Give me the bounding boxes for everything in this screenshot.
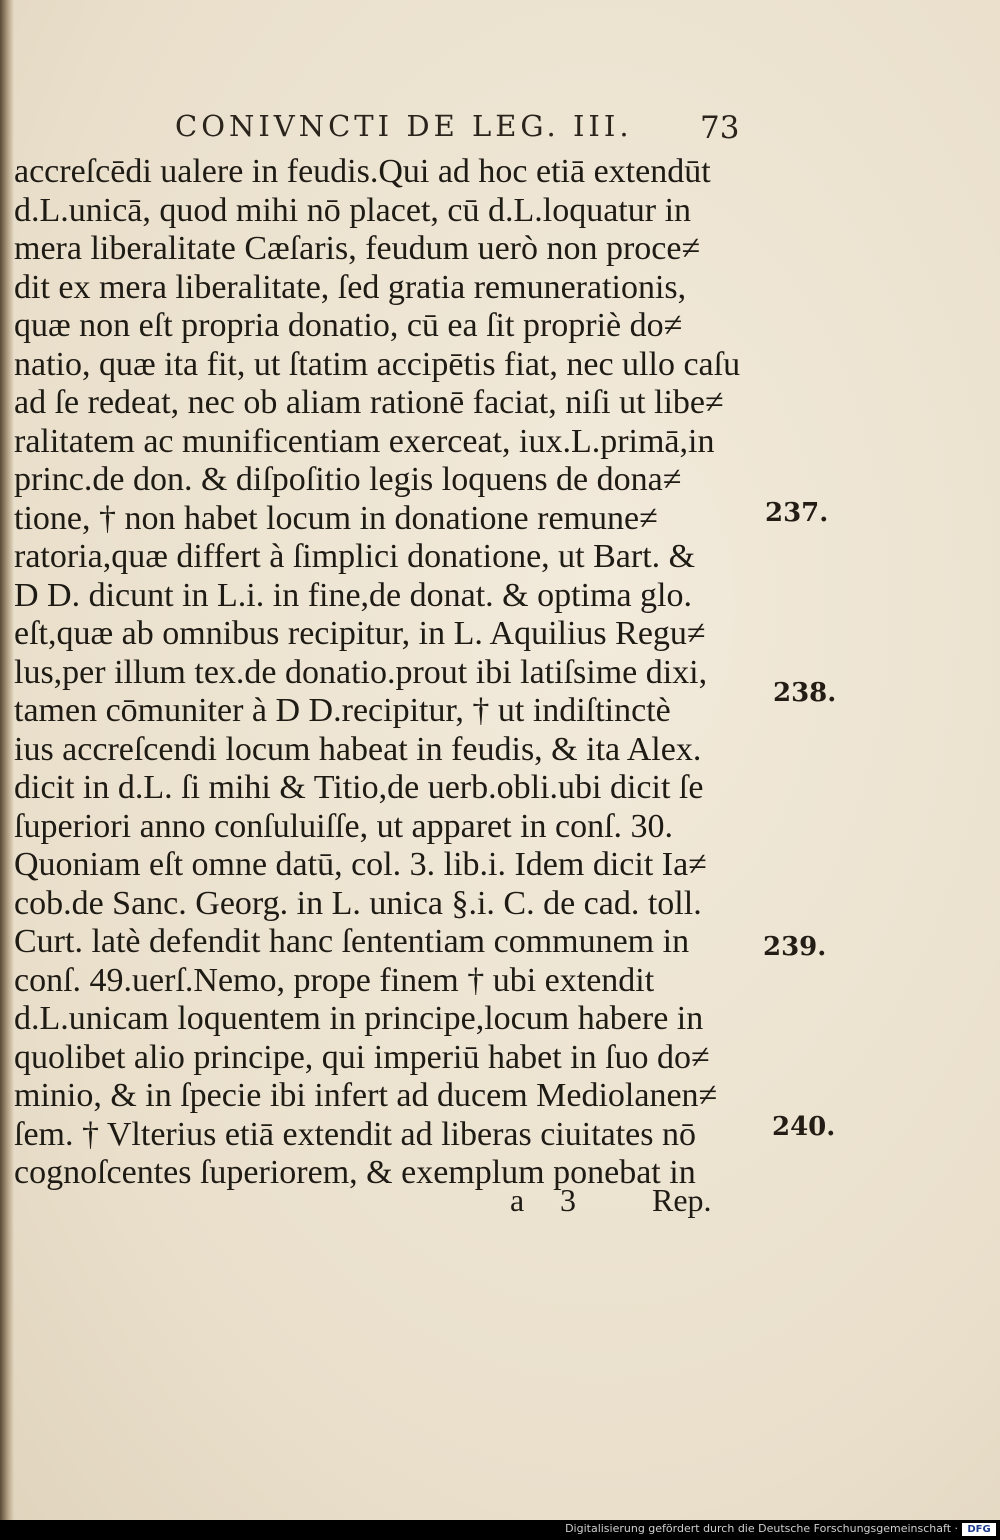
margin-note-238: 238. [773,678,837,708]
text-line: tione, † non habet locum in donatione remune≠ [14,499,658,537]
text-line: ſuperiori anno conſuluiſſe, ut apparet in conſ. 30. [14,807,674,845]
catchword: Rep. [652,1182,712,1218]
text-line: ſem. † Vlterius etiā extendit ad liberas ciuitates nō [14,1115,697,1153]
text-line: ad ſe redeat, nec ob aliam rationē faciat, niſi ut libe≠ [14,384,724,421]
signature-number: 3 [560,1182,576,1218]
text-line: tamen cōmuniter à D D.recipitur, † ut indiſtinctè [14,692,671,729]
text-line: quæ non eſt propria donatio, cū ea ſit propriè do≠ [14,307,683,344]
signature-mark: a [510,1182,525,1218]
text-line: minio, & in ſpecie ibi infert ad ducem Mediolanen≠ [14,1077,718,1114]
margin-note-240: 240. [772,1112,836,1142]
running-title: CONIVNCTI DE LEG. III. [175,109,633,143]
text-line: natio, quæ ita fit, ut ſtatim accipētis fiat, nec ullo caſu [14,345,741,383]
margin-note-239: 239. [763,932,827,962]
text-line: cob.de Sanc. Georg. in L. unica §.i. C. de cad. toll. [14,884,702,922]
funding-credit: Digitalisierung gefördert durch die Deutsche Forschungsgemeinschaft · [565,1522,958,1535]
text-line: ius accreſcendi locum habeat in feudis, & ita Alex. [14,730,702,768]
text-line: Quoniam eſt omne datū, col. 3. lib.i. Idem dicit Ia≠ [14,846,707,883]
text-line: dicit in d.L. ſi mihi & Titio,de uerb.obli.ubi dicit ſe [14,769,704,806]
page-gutter-shadow [0,0,14,1520]
page-number: 73 [700,110,740,146]
text-line: d.L.unicam loquentem in principe,locum habere in [14,1000,704,1037]
text-line: ratoria,quæ differt à ſimplici donatione, ut Bart. & [14,538,696,575]
dfg-logo: DFG [962,1523,996,1536]
body-text [14,153,744,1193]
margin-note-237: 237. [765,498,829,528]
text-line: ralitatem ac munificentiam exerceat, iux.L.primā,in [14,422,715,460]
text-line: mera liberalitate Cæſaris, feudum uerò non proce≠ [14,230,701,267]
text-line: d.L.unicā, quod mihi nō placet, cū d.L.loquatur in [14,191,692,229]
text-line: accreſcēdi ualere in feudis.Qui ad hoc etiā extendūt [14,153,711,190]
text-line: dit ex mera liberalitate, ſed gratia remunerationis, [14,268,687,306]
text-line: Curt. latè defendit hanc ſententiam communem in [14,923,690,960]
text-line: quolibet alio principe, qui imperiū habet in ſuo do≠ [14,1038,710,1076]
text-line: cognoſcentes ſuperiorem, & exemplum ponebat in [14,1154,696,1191]
text-line: D D. dicunt in L.i. in fine,de donat. & optima glo. [14,576,693,614]
footer-bar [0,1520,1000,1540]
text-line: princ.de don. & diſpoſitio legis loquens de dona≠ [14,461,682,498]
text-line: lus,per illum tex.de donatio.prout ibi latiſsime dixi, [14,653,708,691]
text-line: conſ. 49.uerſ.Nemo, prope finem † ubi extendit [14,961,655,999]
text-line: eſt,quæ ab omnibus recipitur, in L. Aquilius Regu≠ [14,615,706,652]
